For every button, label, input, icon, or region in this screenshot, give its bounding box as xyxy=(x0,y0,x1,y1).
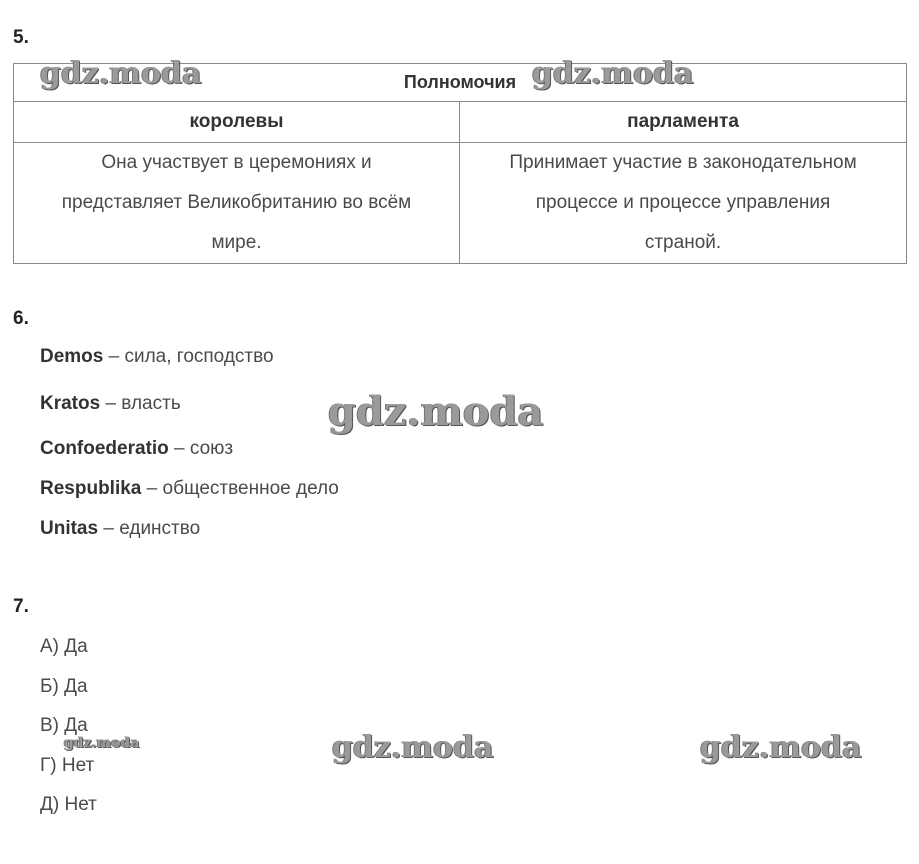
term-word: Unitas xyxy=(40,518,99,539)
watermark: gdz.moda xyxy=(332,730,494,765)
term-definition: – единство xyxy=(98,518,201,539)
watermark: gdz.moda xyxy=(328,388,544,435)
task-6-number: 6. xyxy=(13,308,29,329)
watermark: gdz.moda xyxy=(64,735,140,751)
term-definition: – сила, господство xyxy=(103,346,274,367)
task-7-number: 7. xyxy=(13,596,29,617)
queen-powers-line: представляет Великобританию во всём xyxy=(61,192,412,213)
parliament-powers-line: процессе и процессе управления xyxy=(535,192,831,213)
parliament-powers-line: Принимает участие в законодательном xyxy=(509,152,857,173)
answer-item: А) Да xyxy=(40,636,88,657)
term-definition: – общественное дело xyxy=(141,478,339,499)
term-word: Confoederatio xyxy=(40,438,169,459)
term-definition: – союз xyxy=(168,438,234,459)
term-item xyxy=(40,478,339,500)
term-word: Respublika xyxy=(40,478,142,499)
queen-powers-line: Она участвует в церемониях и xyxy=(101,152,372,173)
parliament-powers-cell xyxy=(460,143,907,264)
term-word: Demos xyxy=(40,346,104,367)
term-item xyxy=(40,393,181,415)
powers-table xyxy=(13,63,907,264)
term-item xyxy=(40,518,200,540)
term-word: Kratos xyxy=(40,393,101,414)
queen-column-header: королевы xyxy=(14,102,460,143)
queen-powers-cell xyxy=(14,143,460,264)
task-5-number: 5. xyxy=(13,27,29,48)
powers-table-header: Полномочия xyxy=(14,64,907,102)
answer-item: В) Да xyxy=(40,715,88,736)
answer-item: Г) Нет xyxy=(40,755,95,776)
term-definition: – власть xyxy=(100,393,181,414)
watermark: gdz.moda xyxy=(700,730,862,765)
parliament-column-header: парламента xyxy=(460,102,907,143)
answer-item: Б) Да xyxy=(40,676,88,697)
parliament-powers-line: страной. xyxy=(644,232,722,253)
term-item xyxy=(40,438,233,460)
watermark: gdz.moda xyxy=(532,56,694,91)
term-item xyxy=(40,346,274,368)
answer-item: Д) Нет xyxy=(40,794,97,815)
queen-powers-line: мире. xyxy=(211,232,262,253)
watermark: gdz.moda xyxy=(40,56,202,91)
